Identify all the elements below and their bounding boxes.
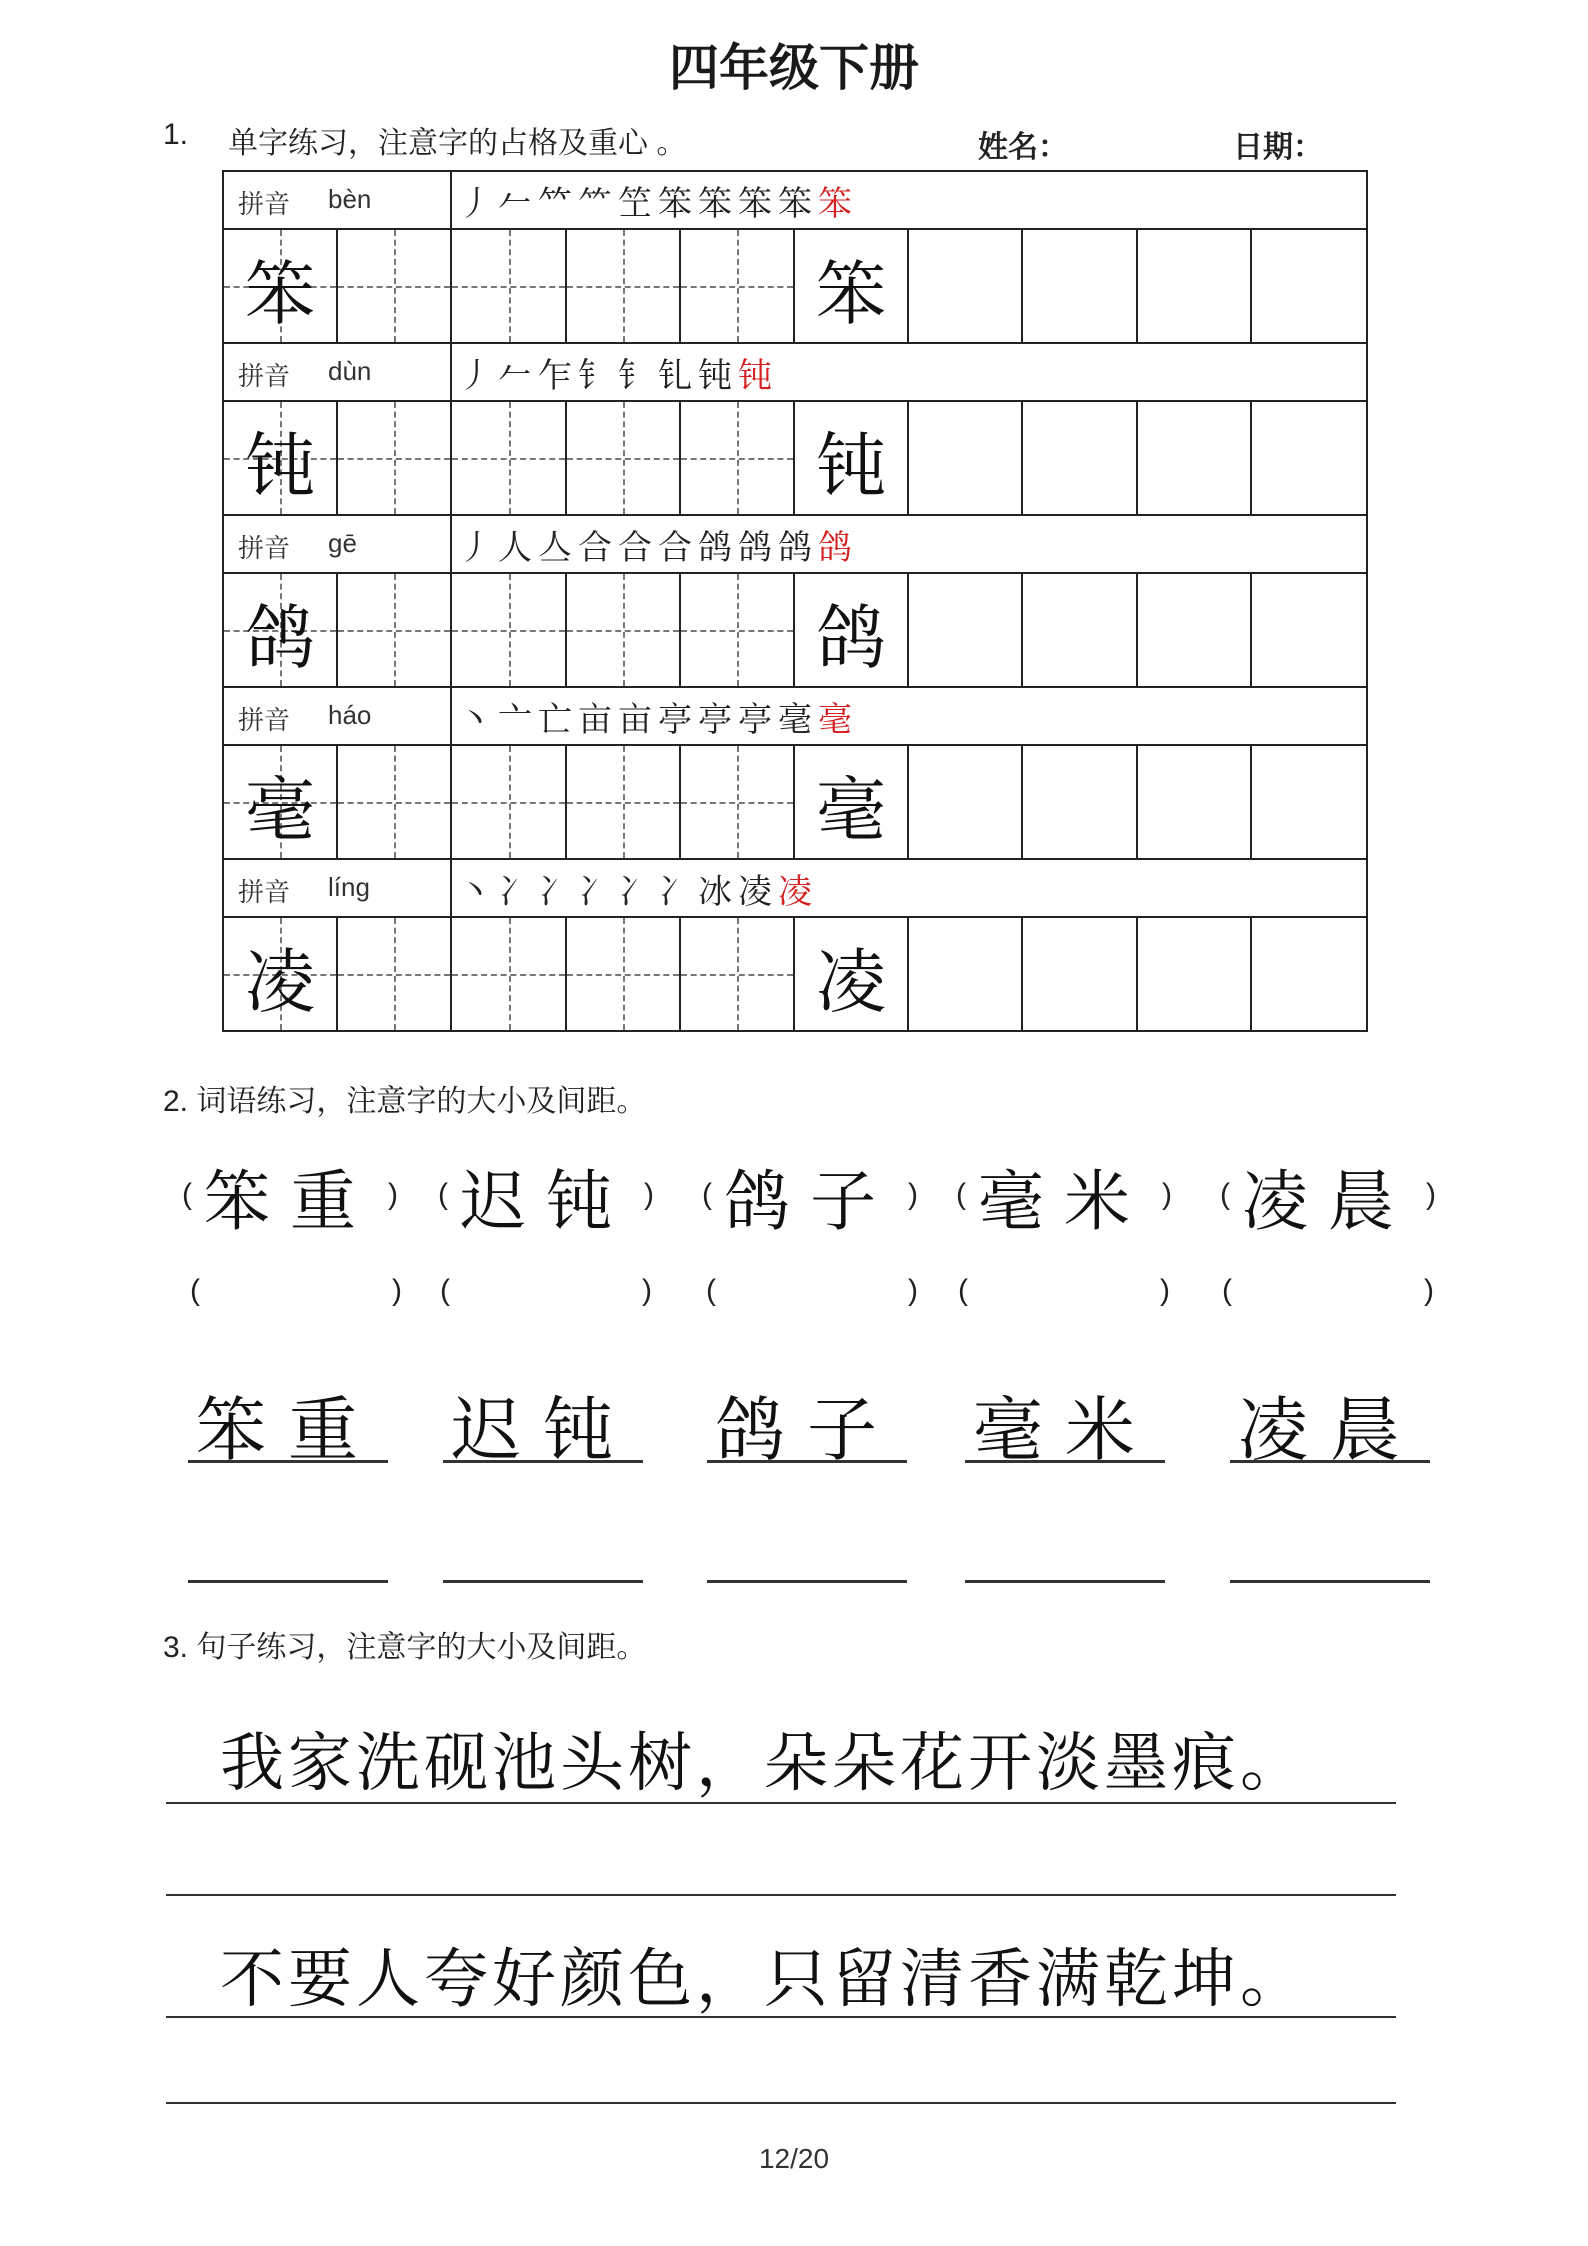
writing-cell[interactable] <box>1252 746 1366 858</box>
sentence-writing-line[interactable] <box>166 2102 1396 2104</box>
pinyin-label: 拼音 <box>238 533 291 563</box>
pinyin-value: líng <box>328 872 370 902</box>
word-text: 迟钝 <box>451 1389 635 1471</box>
pinyin-answer-blank[interactable] <box>1222 1274 1434 1314</box>
stroke-sequence: 丶冫冫冫冫冫冰凌 <box>458 872 778 912</box>
tracing-cell[interactable] <box>681 574 795 686</box>
pinyin-value: háo <box>328 700 372 730</box>
name-label: 姓名： <box>978 131 1068 164</box>
page-title: 四年级下册 <box>669 40 919 96</box>
word-writing-line[interactable] <box>1230 1580 1430 1583</box>
writing-cell[interactable] <box>1023 574 1137 686</box>
character-row <box>222 572 1368 686</box>
tracing-cell[interactable] <box>338 918 452 1030</box>
section1-instruction: 单字练习，注意字的占格及重心 。 <box>228 127 687 160</box>
page-number: 12/20 <box>758 2143 830 2174</box>
paren-right: ) <box>388 1178 398 1211</box>
final-stroke-char: 笨 <box>818 184 858 224</box>
copy-char-cell <box>795 746 909 858</box>
paren-left: ( <box>438 1178 448 1211</box>
paren-right: ) <box>1424 1274 1434 1307</box>
model-char: 毫 <box>245 769 316 851</box>
copy-char: 笨 <box>816 253 887 335</box>
underlined-word <box>707 1370 907 1471</box>
sentence-underline <box>166 1802 1396 1804</box>
model-char: 鸽 <box>245 597 316 679</box>
writing-cell[interactable] <box>1138 918 1252 1030</box>
copy-char-cell <box>795 574 909 686</box>
pinyin-answer-blank[interactable] <box>440 1274 652 1314</box>
divider <box>450 688 452 744</box>
writing-cell[interactable] <box>1138 574 1252 686</box>
model-char-cell <box>224 230 338 342</box>
underlined-word <box>1230 1370 1430 1471</box>
pinyin-row <box>222 342 1368 400</box>
paren-right: ) <box>1426 1178 1436 1211</box>
paren-right: ) <box>908 1178 918 1211</box>
tracing-cell[interactable] <box>452 574 566 686</box>
tracing-cell[interactable] <box>452 230 566 342</box>
paren-right: ) <box>392 1274 402 1307</box>
copy-char-cell <box>795 402 909 514</box>
writing-cell[interactable] <box>1252 574 1366 686</box>
tracing-cell[interactable] <box>567 402 681 514</box>
word-text: 鸽子 <box>724 1163 896 1240</box>
paren-left: ( <box>956 1178 966 1211</box>
copy-char: 钝 <box>816 425 887 507</box>
tracing-cell[interactable] <box>681 746 795 858</box>
sentence-writing-line[interactable] <box>166 1894 1396 1896</box>
tracing-cell[interactable] <box>452 746 566 858</box>
tracing-cell[interactable] <box>681 230 795 342</box>
tracing-cell[interactable] <box>338 746 452 858</box>
tracing-cell[interactable] <box>338 230 452 342</box>
pinyin-label: 拼音 <box>238 877 291 907</box>
stroke-order <box>458 176 858 225</box>
tracing-cell[interactable] <box>338 574 452 686</box>
final-stroke-char: 毫 <box>818 700 858 740</box>
paren-right: ) <box>1160 1274 1170 1307</box>
paren-left: ( <box>190 1274 200 1307</box>
paren-right: ) <box>908 1274 918 1307</box>
model-char: 钝 <box>245 425 316 507</box>
pinyin-row <box>222 170 1368 228</box>
final-stroke-char: 钝 <box>738 356 778 396</box>
character-row <box>222 228 1368 342</box>
tracing-cell[interactable] <box>681 918 795 1030</box>
paren-left: ( <box>958 1274 968 1307</box>
stroke-order <box>458 520 858 569</box>
model-char-cell <box>224 918 338 1030</box>
copy-char: 凌 <box>816 941 887 1023</box>
divider <box>450 172 452 228</box>
paren-right: ) <box>642 1274 652 1307</box>
writing-cell[interactable] <box>909 230 1023 342</box>
pinyin-row <box>222 858 1368 916</box>
final-stroke-char: 凌 <box>778 872 818 912</box>
word-text: 迟钝 <box>460 1163 632 1240</box>
writing-cell[interactable] <box>1252 402 1366 514</box>
word-text: 凌晨 <box>1238 1389 1422 1471</box>
model-char-cell <box>224 574 338 686</box>
copy-char: 鸽 <box>816 597 887 679</box>
writing-cell[interactable] <box>1252 918 1366 1030</box>
stroke-sequence: 丿𠂉乍钅钅钆钝 <box>458 356 738 396</box>
sentence-1: 我家洗砚池头树，朵朵花开淡墨痕。 <box>220 1727 1308 1801</box>
writing-cell[interactable] <box>1138 230 1252 342</box>
model-char-cell <box>224 746 338 858</box>
paren-left: ( <box>702 1178 712 1211</box>
paren-left: ( <box>440 1274 450 1307</box>
tracing-cell[interactable] <box>452 918 566 1030</box>
stroke-order <box>458 864 818 913</box>
pinyin-label: 拼音 <box>238 705 291 735</box>
pinyin-answer-blank[interactable] <box>706 1274 918 1314</box>
copy-char: 毫 <box>816 769 887 851</box>
pinyin-row <box>222 514 1368 572</box>
pinyin-value: bèn <box>328 184 372 214</box>
pinyin-row <box>222 686 1368 744</box>
word-text: 鸽子 <box>715 1389 899 1471</box>
section1-number: 1. <box>163 118 189 151</box>
model-char: 笨 <box>245 253 316 335</box>
writing-cell[interactable] <box>909 402 1023 514</box>
character-row <box>222 744 1368 858</box>
model-char-cell <box>224 402 338 514</box>
pinyin-answer-blank[interactable] <box>958 1274 1170 1314</box>
section3-instruction: 3. 句子练习，注意字的大小及间距。 <box>163 1631 647 1664</box>
pinyin-label: 拼音 <box>238 361 291 391</box>
writing-cell[interactable] <box>909 918 1023 1030</box>
date-label: 日期： <box>1233 131 1323 164</box>
stroke-sequence: 丶亠亡亩亩亭亭亭毫 <box>458 700 818 740</box>
tracing-cell[interactable] <box>567 918 681 1030</box>
tracing-cell[interactable] <box>567 230 681 342</box>
tracing-cell[interactable] <box>338 402 452 514</box>
writing-cell[interactable] <box>909 574 1023 686</box>
word-text: 笨重 <box>204 1163 376 1240</box>
word-text: 笨重 <box>196 1389 380 1471</box>
final-stroke-char: 鸽 <box>818 528 858 568</box>
writing-cell[interactable] <box>1023 746 1137 858</box>
divider <box>450 860 452 916</box>
tracing-cell[interactable] <box>567 746 681 858</box>
sentence-2: 不要人夸好颜色，只留清香满乾坤。 <box>220 1943 1308 2017</box>
underlined-word <box>443 1370 643 1471</box>
tracing-cell[interactable] <box>681 402 795 514</box>
pinyin-label: 拼音 <box>238 189 291 219</box>
word-writing-line[interactable] <box>707 1580 907 1583</box>
character-row <box>222 916 1368 1032</box>
writing-cell[interactable] <box>1023 918 1137 1030</box>
divider <box>450 516 452 572</box>
copy-char-cell <box>795 918 909 1030</box>
tracing-cell[interactable] <box>452 402 566 514</box>
word-text: 毫米 <box>973 1389 1157 1471</box>
writing-cell[interactable] <box>909 746 1023 858</box>
character-row <box>222 400 1368 514</box>
word-writing-line[interactable] <box>443 1580 643 1583</box>
underlined-word <box>965 1370 1165 1471</box>
divider <box>450 344 452 400</box>
word-writing-line[interactable] <box>965 1580 1165 1583</box>
paren-left: ( <box>1222 1274 1232 1307</box>
paren-left: ( <box>706 1274 716 1307</box>
word-text: 凌晨 <box>1242 1163 1414 1240</box>
writing-cell[interactable] <box>1023 230 1137 342</box>
paren-right: ) <box>1162 1178 1172 1211</box>
sentence-underline <box>166 2016 1396 2018</box>
stroke-sequence: 丿𠂉𥫗⺮笁笨笨笨笨 <box>458 184 818 224</box>
tracing-cell[interactable] <box>567 574 681 686</box>
writing-cell[interactable] <box>1252 230 1366 342</box>
model-char: 凌 <box>245 941 316 1023</box>
underlined-word <box>188 1370 388 1471</box>
stroke-order <box>458 692 858 741</box>
stroke-order <box>458 348 778 397</box>
word-writing-line[interactable] <box>188 1580 388 1583</box>
pinyin-value: dùn <box>328 356 372 386</box>
pinyin-value: gē <box>328 528 357 558</box>
writing-cell[interactable] <box>1023 402 1137 514</box>
paren-left: ( <box>182 1178 192 1211</box>
writing-cell[interactable] <box>1138 746 1252 858</box>
paren-right: ) <box>644 1178 654 1211</box>
character-practice-grid <box>222 170 1368 1032</box>
pinyin-answer-blank[interactable] <box>190 1274 402 1314</box>
writing-cell[interactable] <box>1138 402 1252 514</box>
section2-instruction: 2. 词语练习，注意字的大小及间距。 <box>163 1085 647 1118</box>
copy-char-cell <box>795 230 909 342</box>
word-text: 毫米 <box>978 1163 1150 1240</box>
stroke-sequence: 丿人亼合合合鸽鸽鸽 <box>458 528 818 568</box>
paren-left: ( <box>1220 1178 1230 1211</box>
